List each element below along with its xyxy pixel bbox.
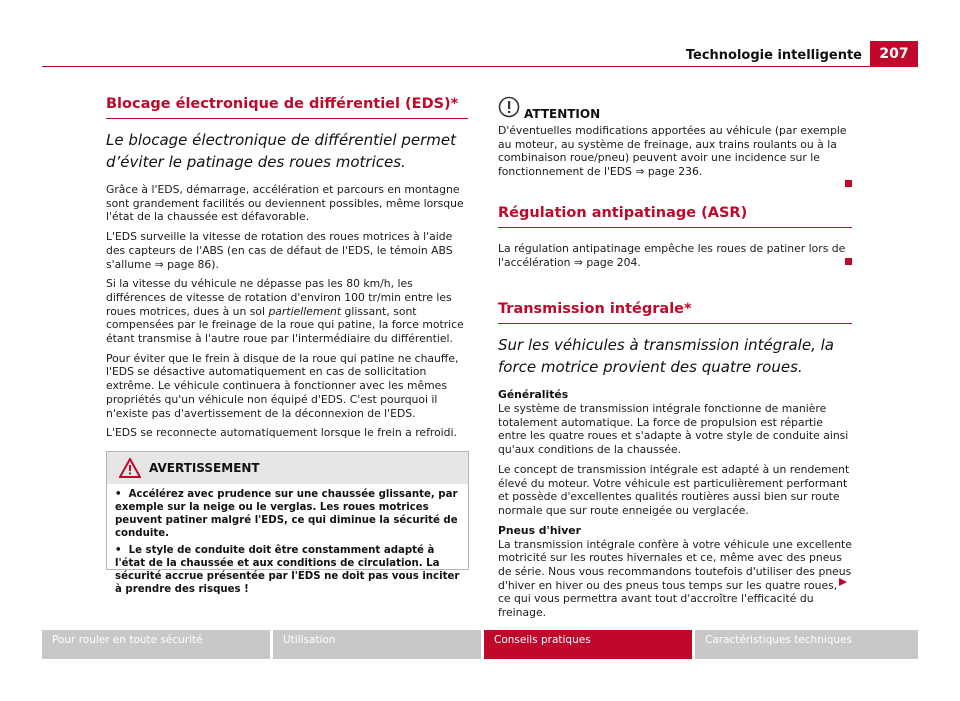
asr-title-rule — [498, 227, 852, 228]
generalities-paragraph-2: Le concept de transmission intégrale est adapté à un rendement élevé du moteur. Votre véhicule est particulièrement performant et possède d'excellentes qualités routières aussi bien sur route normale que sur route enneigée ou verglacée. — [498, 462, 850, 517]
winter-tires-title: Pneus d'hiver — [498, 523, 581, 537]
header-rule — [42, 66, 918, 67]
warning-item-1-text: Accélérez avec prudence sur une chaussée glissante, par exemple sur la neige ou le verglas. Les roues motrices peuvent patiner malgré l'EDS, ce qui diminue la sécurité de conduite. — [115, 489, 458, 539]
bullet-icon: • — [115, 545, 129, 556]
eds-section — [106, 96, 468, 446]
asr-text: La régulation antipatinage empêche les roues de patiner lors de l'accélération ⇒ page 204. — [498, 242, 846, 269]
eds-paragraph-3-a: Si la vitesse du véhicule ne dépasse pas les 80 km/h, les différences de vitesse de rotation d'environ 100 tr/min entre les roues motrices, dues à un sol — [106, 277, 452, 318]
eds-paragraph-1: Grâce à l'EDS, démarrage, accélération et parcours en montagne sont grandement facilités ou deviennent possibles, même lorsque l'état de la chaussée est défavorable. — [106, 183, 464, 224]
generalities-title: Généralités — [498, 388, 569, 401]
footer-tab-practical-tips[interactable]: Conseils pratiques — [484, 630, 692, 659]
attention-title: ATTENTION — [524, 107, 601, 121]
footer-tab-technical-specs[interactable]: Caractéristiques techniques — [695, 630, 918, 659]
section-end-marker — [845, 258, 852, 265]
page-number: 207 — [870, 41, 918, 67]
generalities-paragraph-1: Le système de transmission intégrale fonctionne de manière totalement automatique. La force de propulsion est répartie entre les quatre roues et s'adapte à votre style de conduite ainsi qu'aux conditions de la chaussée. — [498, 402, 849, 457]
eds-title-rule — [106, 118, 468, 119]
awd-title-rule — [498, 323, 852, 324]
asr-section — [498, 205, 852, 275]
bullet-icon: • — [115, 489, 129, 500]
footer-tab-safety[interactable]: Pour rouler en toute sécurité — [42, 630, 270, 659]
awd-lead: Sur les véhicules à transmission intégrale, la force motrice provient des quatre roues. — [498, 336, 834, 376]
awd-title: Transmission intégrale* — [498, 301, 692, 317]
warning-item-2-text: Le style de conduite doit être constamment adapté à l'état de la chaussée et aux conditions de circulation. La sécurité accrue présentée par l'EDS ne doit pas vous inciter à prendre des risques ! — [115, 545, 460, 595]
warning-box — [106, 451, 469, 595]
warning-item-2 — [115, 544, 463, 596]
running-header-title: Technologie intelligente — [685, 48, 862, 63]
winter-tires-text: La transmission intégrale confère à votre véhicule une excellente motricité sur les routes hivernales et ce, même avec des pneus de série. Nous vous recommandons toutefois d'utiliser des pneus d'hiver en hiver ou des pneus tous temps sur les quatre roues, ce qui vous permettra avant tout d'accroître l'efficacité du freinage. — [498, 537, 852, 620]
warning-list — [115, 488, 463, 596]
eds-title: Blocage électronique de différentiel (EDS)* — [106, 96, 459, 112]
attention-block — [498, 96, 852, 185]
continue-arrow-icon — [838, 577, 848, 587]
eds-paragraph-5: L'EDS se reconnecte automatiquement lorsque le frein a refroidi. — [106, 426, 457, 440]
eds-lead: Le blocage électronique de différentiel permet d’éviter le patinage des roues motrices. — [106, 131, 456, 171]
eds-paragraph-3 — [106, 277, 468, 346]
warning-item-1 — [115, 488, 463, 540]
warning-title: AVERTISSEMENT — [149, 461, 260, 475]
eds-paragraph-2: L'EDS surveille la vitesse de rotation des roues motrices à l'aide des capteurs de l'ABS (en cas de défaut de l'EDS, le témoin ABS s'allume ⇒ page 86). — [106, 230, 453, 271]
warning-header — [107, 452, 468, 484]
attention-header — [498, 96, 852, 122]
footer-tab-usage[interactable]: Utilisation — [273, 630, 481, 659]
eds-paragraph-3-emphasis: partiellement — [268, 304, 342, 318]
eds-paragraph-4: Pour éviter que le frein à disque de la roue qui patine ne chauffe, l'EDS se désactive automatiquement en cas de sollicitation extrême. Le véhicule continuera à fonctionner avec les mêmes propriétés qu'un véhicule non équipé d'EDS. C'est pourquoi il n'existe pas d'avertissement de la déconnexion de l'EDS. — [106, 351, 459, 420]
attention-icon — [498, 96, 520, 118]
warning-triangle-icon — [119, 458, 141, 478]
asr-title: Régulation antipatinage (ASR) — [498, 205, 748, 221]
eds-paragraph-3-b: glissant, sont compensées par le freinage de la roue qui patine, la force motrice étant transmise à l'autre roue par l'intermédiaire du différentiel. — [106, 304, 464, 346]
attention-text: D'éventuelles modifications apportées au véhicule (par exemple au moteur, au système de freinage, aux trains roulants ou à la combinaison roue/pneu) peuvent avoir une incidence sur le fonctionnement de l'EDS ⇒ page 236. — [498, 124, 847, 179]
awd-section — [498, 301, 852, 626]
section-end-marker — [845, 180, 852, 187]
